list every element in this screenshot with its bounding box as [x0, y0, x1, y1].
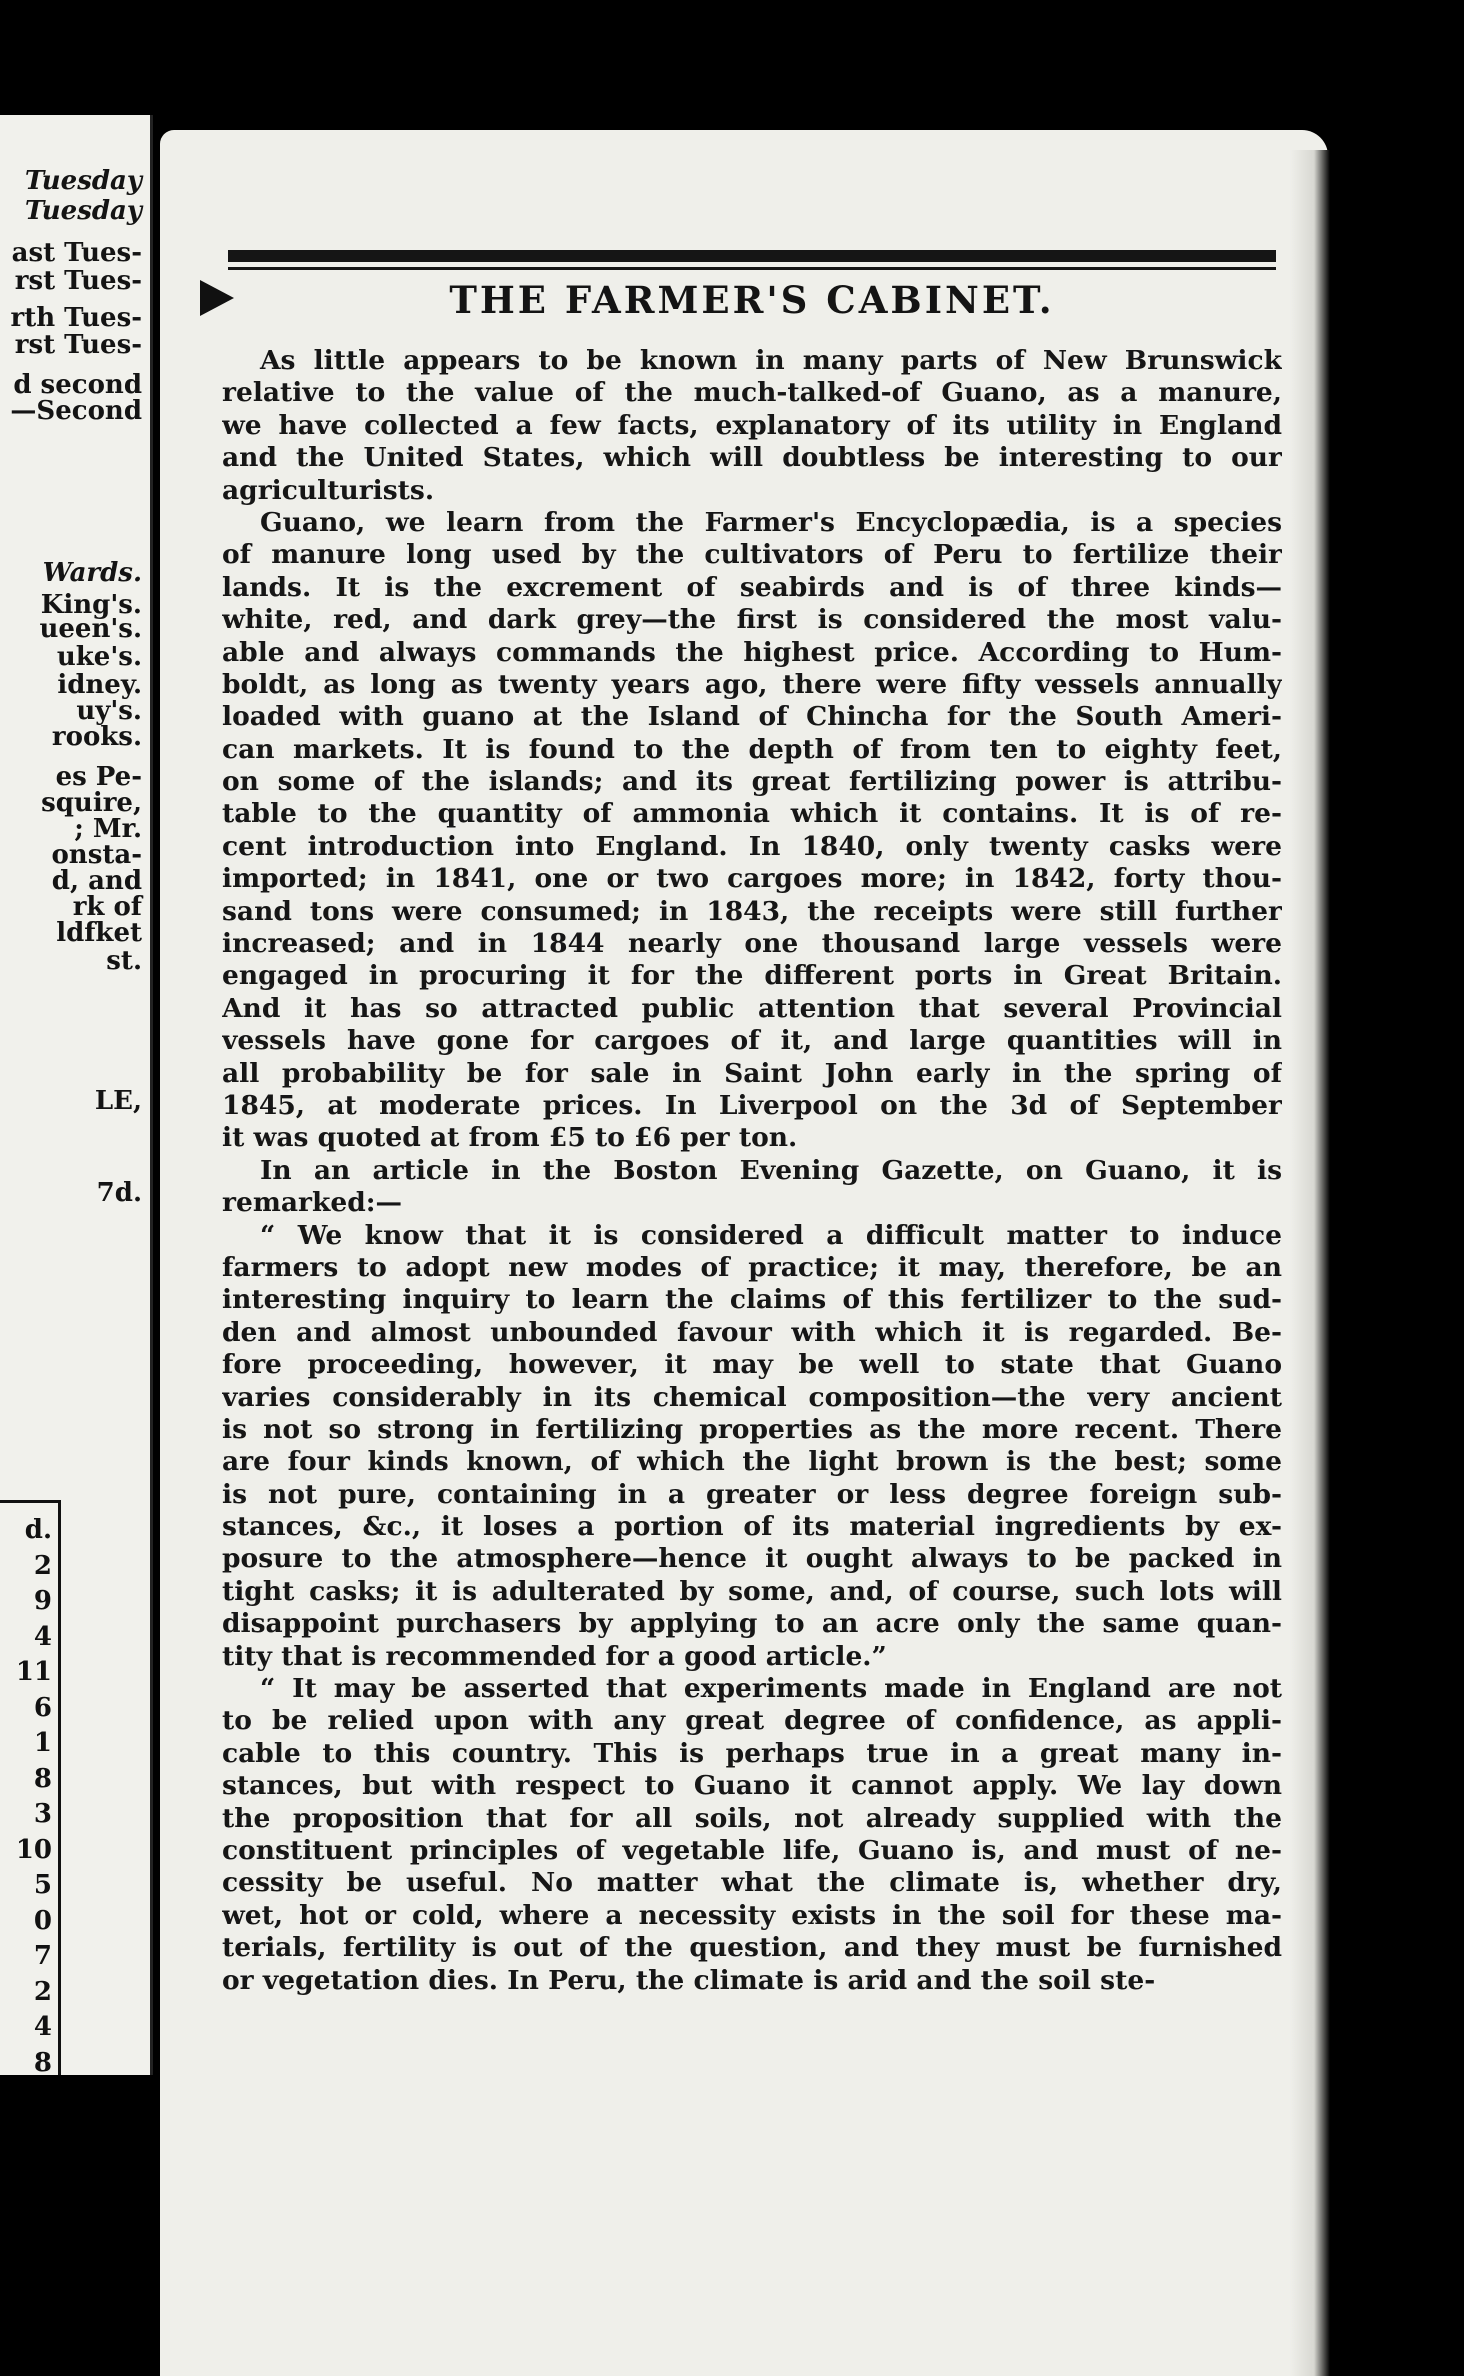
article-line: and the United States, which will doubtless be interesting to our — [222, 442, 1282, 474]
left-table-cell: 2 — [33, 1550, 52, 1581]
article-line: all probability be for sale in Saint John early in the spring of — [222, 1057, 1282, 1089]
article-paragraph — [222, 507, 1282, 1155]
left-page-table — [0, 1500, 61, 2075]
article-line: Guano, we learn from the Farmer's Encyclopædia, is a species — [260, 506, 1282, 538]
left-page-text-fragment: squire, — [41, 788, 142, 818]
article-paragraph — [222, 1673, 1282, 1997]
article-line: terials, fertility is out of the question, and they must be furnished — [222, 1932, 1282, 1964]
article-line: As little appears to be known in many parts of New Brunswick — [260, 345, 1282, 376]
article-line: stances, &c., it loses a portion of its material ingredients by ex- — [222, 1511, 1282, 1543]
left-page-text-fragment: King's. — [40, 590, 142, 620]
article-line: able and always commands the highest price. According to Hum- — [222, 636, 1282, 668]
left-page-text-fragment: es Pe- — [55, 762, 142, 792]
left-page-text-fragment: rth Tues- — [10, 303, 142, 333]
left-page-text-fragment: Tuesday — [24, 166, 142, 196]
article-line: “ We know that it is considered a difficult matter to induce — [260, 1219, 1282, 1251]
left-table-cell: 4 — [33, 2012, 52, 2042]
left-table-cell: 2 — [33, 1976, 52, 2007]
article-line: is not pure, containing in a greater or less degree foreign sub- — [222, 1478, 1282, 1510]
article-line: cent introduction into England. In 1840, only twenty casks were — [222, 830, 1282, 862]
masthead-title: THE FARMER'S CABINET. — [449, 278, 1055, 322]
article-line: 1845, at moderate prices. In Liverpool on the 3d of September — [222, 1089, 1282, 1121]
article-line: or vegetation dies. In Peru, the climate is arid and the soil ste- — [222, 1964, 1156, 1996]
left-page-text-fragment: rst Tues- — [14, 266, 142, 296]
left-page-text-fragment: rst Tues- — [14, 330, 142, 360]
article-line: fore proceeding, however, it may be well to state that Guano — [222, 1349, 1282, 1381]
article-line: tity that is recommended for a good article.” — [222, 1640, 887, 1672]
header-rule-thick — [228, 250, 1276, 262]
left-page-text-fragment: st. — [106, 946, 142, 976]
article-line: increased; and in 1844 nearly one thousand large vessels were — [222, 928, 1282, 960]
left-page-text-fragment: idney. — [57, 670, 142, 700]
article-line: posure to the atmosphere—hence it ought always to be packed in — [222, 1543, 1282, 1575]
article-line: And it has so attracted public attention that several Provincial — [222, 992, 1282, 1024]
left-page-text-fragment: onsta- — [51, 840, 142, 870]
article-paragraph — [222, 1155, 1282, 1220]
article-line: engaged in procuring it for the different ports in Great Britain. — [222, 960, 1282, 992]
article-line: it was quoted at from £5 to £6 per ton. — [222, 1122, 798, 1154]
left-table-cell: 0 — [33, 1905, 52, 1936]
left-table-cell: 4 — [33, 1621, 52, 1652]
article-line: table to the quantity of ammonia which it contains. It is of re- — [222, 798, 1282, 830]
article-line: on some of the islands; and its great fertilizing power is attribu- — [222, 766, 1282, 798]
article-line: are four kinds known, of which the light brown is the best; some — [222, 1446, 1282, 1478]
left-table-cell: 8 — [33, 2047, 52, 2075]
left-page-text-fragment: uke's. — [56, 642, 142, 672]
left-page-text-fragment: rk of — [72, 892, 142, 922]
article-line: agriculturists. — [222, 474, 435, 506]
article-line: to be relied upon with any great degree of confidence, as appli- — [222, 1705, 1282, 1737]
article-line: loaded with guano at the Island of Chincha for the South Ameri- — [222, 701, 1282, 733]
main-page — [160, 130, 1328, 2376]
left-page-text-fragment: 7d. — [96, 1178, 142, 1208]
page-curl-shadow — [1290, 150, 1330, 2376]
left-table-cell: 9 — [33, 1586, 52, 1616]
left-page-text-fragment: d second — [13, 370, 142, 400]
header-rule-thin — [228, 267, 1276, 270]
left-page-text-fragment: Wards. — [42, 558, 142, 588]
left-table-cell: 10 — [15, 1834, 52, 1865]
left-table-cell: 5 — [33, 1870, 52, 1900]
article-line: disappoint purchasers by applying to an acre only the same quan- — [222, 1608, 1282, 1640]
article-line: tight casks; it is adulterated by some, and, of course, such lots will — [222, 1575, 1282, 1607]
left-table-cell: 3 — [33, 1799, 52, 1829]
article-line: imported; in 1841, one or two cargoes more; in 1842, forty thou- — [222, 863, 1282, 895]
article-line: of manure long used by the cultivators of Peru to fertilize their — [222, 539, 1282, 571]
article-line: “ It may be asserted that experiments made in England are not — [260, 1673, 1282, 1705]
left-table-cell: d. — [24, 1515, 52, 1545]
article-line: white, red, and dark grey—the first is considered the most valu- — [222, 604, 1282, 636]
article-line: stances, but with respect to Guano it cannot apply. We lay down — [222, 1770, 1282, 1802]
article-line: constituent principles of vegetable life, Guano is, and must of ne- — [222, 1834, 1282, 1866]
article-line: vessels have gone for cargoes of it, and large quantities will in — [222, 1025, 1282, 1057]
article-line: cessity be useful. No matter what the climate is, whether dry, — [222, 1867, 1282, 1899]
left-page-text-fragment: ; Mr. — [74, 814, 142, 844]
article-line: relative to the value of the much-talked-of Guano, as a manure, — [222, 377, 1282, 409]
left-table-cell: 8 — [33, 1763, 52, 1794]
article-line: boldt, as long as twenty years ago, there were fifty vessels annually — [222, 668, 1282, 700]
article-paragraph — [222, 345, 1282, 507]
left-page-text-fragment: ast Tues- — [11, 238, 142, 268]
article-line: interesting inquiry to learn the claims of this fertilizer to the sud- — [222, 1284, 1282, 1316]
left-page-fragment — [0, 115, 153, 2075]
article-body — [222, 345, 1282, 1997]
left-table-cell: 6 — [33, 1692, 52, 1723]
left-page-text-fragment: uy's. — [76, 696, 142, 726]
article-line: is not so strong in fertilizing properties as the more recent. There — [222, 1413, 1282, 1445]
article-line: remarked:— — [222, 1187, 403, 1219]
article-line: varies considerably in its chemical composition—the very ancient — [222, 1381, 1282, 1413]
article-line: can markets. It is found to the depth of from ten to eighty feet, — [222, 733, 1282, 765]
left-page-text-fragment: ueen's. — [39, 614, 142, 644]
left-page-text-fragment: rooks. — [51, 722, 142, 752]
article-line: the proposition that for all soils, not already supplied with the — [222, 1802, 1282, 1834]
left-page-text-fragment: d, and — [51, 866, 142, 896]
left-page-text-fragment: ldfket — [56, 918, 142, 948]
left-page-text-fragment: Tuesday — [24, 196, 142, 226]
article-line: we have collected a few facts, explanatory of its utility in England — [222, 409, 1282, 441]
article-line: cable to this country. This is perhaps true in a great many in- — [222, 1737, 1282, 1769]
article-line: In an article in the Boston Evening Gazette, on Guano, it is — [260, 1154, 1282, 1186]
article-paragraph — [222, 1220, 1282, 1673]
left-page-text-fragment: —Second — [10, 396, 142, 426]
left-table-cell: 11 — [15, 1657, 52, 1687]
article-line: den and almost unbounded favour with which it is regarded. Be- — [222, 1316, 1282, 1348]
article-line: sand tons were consumed; in 1843, the receipts were still further — [222, 895, 1282, 927]
article-line: lands. It is the excrement of seabirds and is of three kinds— — [222, 571, 1282, 603]
article-line: farmers to adopt new modes of practice; it may, therefore, be an — [222, 1251, 1282, 1283]
left-page-text-fragment: LE, — [94, 1086, 142, 1116]
article-line: wet, hot or cold, where a necessity exists in the soil for these ma- — [222, 1899, 1282, 1931]
left-table-cell: 7 — [33, 1941, 52, 1971]
left-table-cell: 1 — [33, 1728, 52, 1758]
